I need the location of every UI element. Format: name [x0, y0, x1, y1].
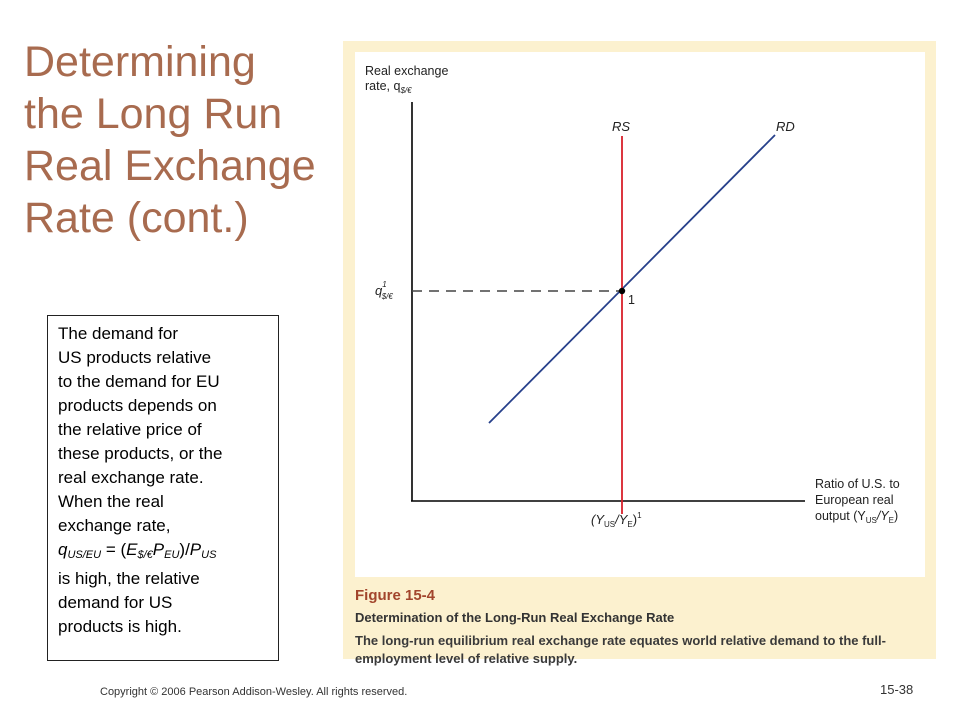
q-tick-label	[375, 280, 393, 301]
formula-close: )/	[179, 540, 190, 559]
real-exchange-rate-formula	[58, 538, 270, 567]
rd-curve-label: RD	[776, 119, 795, 134]
textbox-line: products is high.	[58, 617, 182, 636]
formula-e: E	[126, 540, 138, 559]
q-tick-sub: $/€	[381, 292, 393, 301]
textbox-line: these products, or the	[58, 444, 223, 463]
q-tick-q: q	[375, 283, 383, 298]
textbox-line: products depends on	[58, 396, 217, 415]
formula-q: q	[58, 540, 68, 559]
x-axis-output: output (Y	[815, 509, 866, 523]
equilibrium-point	[619, 288, 625, 294]
formula-p-sub: EU	[164, 549, 180, 561]
figure-caption	[355, 587, 927, 668]
y-axis-label-line1: Real exchange	[365, 64, 449, 78]
textbox-line: is high, the relative	[58, 569, 200, 588]
slide-title	[24, 36, 334, 244]
textbox-line: the relative price of	[58, 420, 202, 439]
x-tick-slash: /Y	[615, 512, 628, 527]
formula-p: P	[152, 540, 165, 559]
diagram-svg	[355, 52, 925, 577]
formula-e-sub: $/€	[137, 549, 153, 561]
q-tick-sup: 1	[382, 280, 387, 289]
caption-title: Determination of the Long-Run Real Exchange Rate	[355, 610, 675, 625]
equilibrium-point-label: 1	[628, 293, 635, 307]
x-tick-open: (Y	[591, 512, 604, 527]
x-axis-label-line1: Ratio of U.S. to	[815, 477, 900, 491]
x-axis-slash: /Y	[876, 509, 889, 523]
x-tick-sup: 1	[637, 511, 642, 520]
y-axis-label	[365, 79, 412, 95]
x-tick-sub-e: E	[627, 520, 633, 529]
title-line: Rate (cont.)	[24, 194, 249, 242]
title-line: the Long Run	[24, 90, 283, 138]
figure-panel	[343, 41, 936, 666]
page-number: 15-38	[880, 682, 914, 697]
textbox-line: exchange rate,	[58, 516, 171, 535]
textbox-line: The demand for	[58, 324, 179, 343]
title-line: Real Exchange	[24, 142, 316, 190]
x-axis-label-line3	[815, 509, 898, 525]
textbox-line: real exchange rate.	[58, 468, 204, 487]
copyright-notice: Copyright © 2006 Pearson Addison-Wesley. All rights reserved.	[100, 686, 408, 698]
rs-curve-label: RS	[612, 119, 631, 134]
x-axis-sub-us: US	[865, 516, 877, 525]
x-axis-sub-e: E	[888, 516, 895, 525]
x-tick-label	[591, 511, 642, 529]
formula-eq: = (	[101, 540, 127, 559]
caption-figure-number: Figure 15-4	[355, 587, 436, 604]
caption-body: The long-run equilibrium real exchange rate equates world relative demand to the full-employment level of relative supply.	[355, 633, 886, 666]
rd-curve	[489, 135, 775, 423]
y-axis-label-line2: rate, q	[365, 79, 401, 93]
explanation-textbox	[47, 315, 279, 661]
x-axis-close: )	[894, 509, 899, 523]
x-tick-close: )	[632, 512, 638, 527]
textbox-line: demand for US	[58, 593, 173, 612]
textbox-line: When the real	[58, 492, 164, 511]
x-tick-sub-us: US	[604, 520, 616, 529]
x-axis-label-line2: European real	[815, 493, 894, 507]
formula-p2-sub: US	[201, 549, 217, 561]
y-axis-label-sub: $/€	[400, 86, 412, 95]
formula-p2: P	[189, 540, 202, 559]
graph-area	[355, 52, 925, 577]
title-line: Determining	[24, 38, 256, 86]
textbox-line: US products relative	[58, 348, 212, 367]
textbox-line: to the demand for EU	[58, 372, 220, 391]
formula-q-sub: US/EU	[67, 549, 102, 561]
